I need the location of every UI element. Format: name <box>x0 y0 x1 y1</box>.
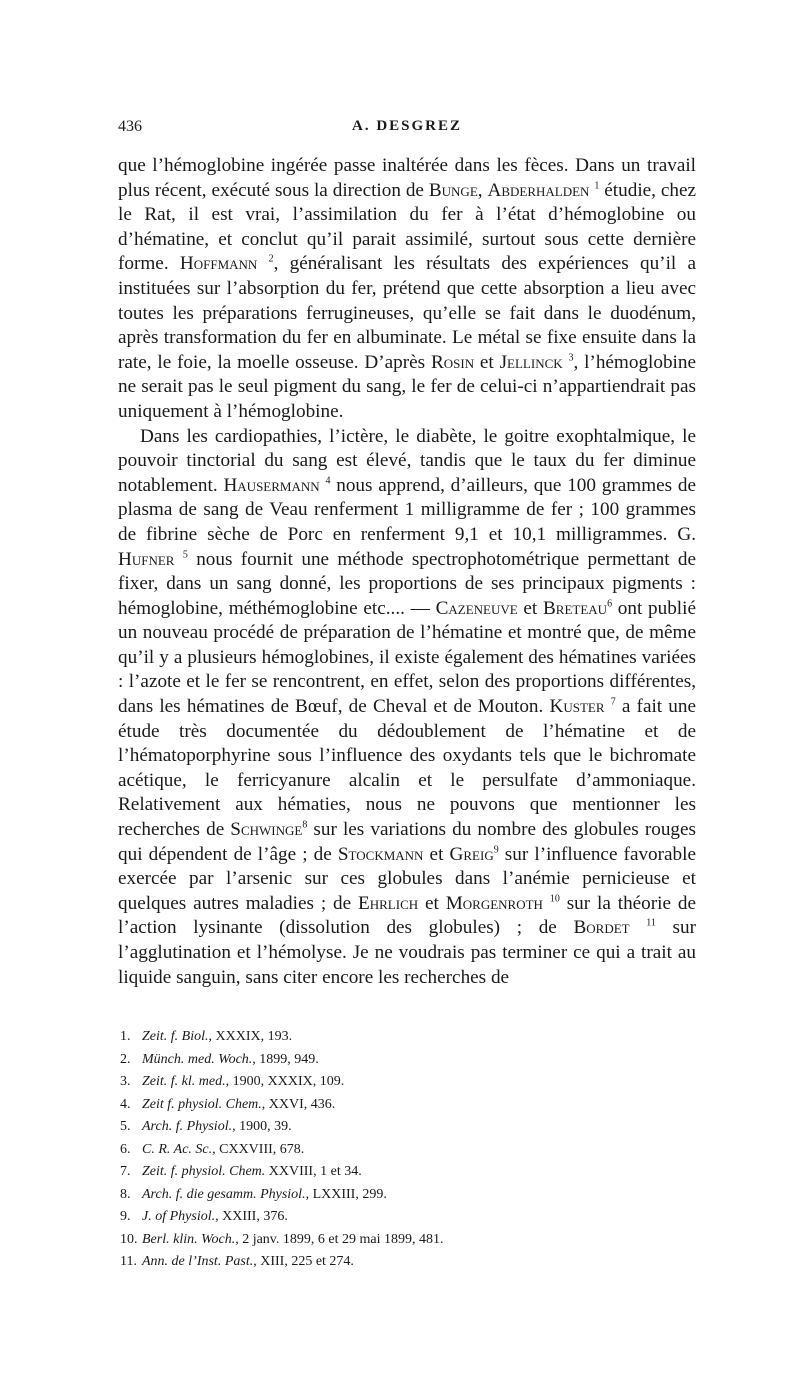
footnote-ref: 9 <box>493 844 499 856</box>
footnote-reference: , 2 janv. 1899, 6 et 29 mai 1899, 481. <box>235 1231 444 1247</box>
footnote-ref: 4 <box>325 475 331 487</box>
footnote-number: 2. <box>120 1051 131 1067</box>
footnote <box>120 1071 696 1094</box>
footnote-text <box>142 1116 292 1139</box>
footnote-ref: 11 <box>646 918 656 930</box>
footnote-reference: , 1899, 949. <box>252 1051 319 1067</box>
text-run: a fait une étude très documentée du dédoublement de l’hématine et de l’hématoporphyrine sous l’influence des oxydants tels que le bichromate acétique, le ferricyanure alcalin et le persulfate d’ammoniaque. Relativement aux hématies, nous ne pouvons que mentionner les recherches de <box>118 696 696 841</box>
footnote-number: 8. <box>120 1186 131 1202</box>
footnote-ref: 10 <box>549 893 560 905</box>
footnote <box>120 1206 696 1229</box>
footnote-journal: Zeit. f. physiol. Chem. <box>142 1164 266 1180</box>
page-content <box>118 118 696 1274</box>
footnote-number: 6. <box>120 1141 131 1157</box>
footnote <box>120 1251 696 1274</box>
footnote-reference: , CXXVIII, 678. <box>212 1141 305 1157</box>
author-name: Greig <box>449 843 494 865</box>
text-run: et <box>423 843 450 865</box>
footnote-ref: 8 <box>302 819 308 831</box>
footnote <box>120 1026 696 1049</box>
author-name: Morgenroth <box>445 892 543 914</box>
footnote-journal: Ann. de l’Inst. Past. <box>142 1254 254 1270</box>
text-run <box>630 917 647 938</box>
body-text <box>118 154 696 990</box>
paragraph <box>118 425 696 991</box>
footnote-text <box>142 1026 292 1049</box>
text-run: sur la théorie de l’action lysinante (dissolution des globules) ; de <box>118 892 696 939</box>
footnote-number: 1. <box>120 1029 131 1045</box>
footnote-reference: , LXXIII, 299. <box>305 1186 387 1202</box>
footnote-number: 4. <box>120 1096 131 1112</box>
author-name: Jellinck <box>499 351 563 373</box>
text-run: , généralisant les résultats des expériences qu’il a instituées sur l’absorption du fer, prétend que cette absorption a lieu avec toutes les préparations ferrugineuses, qu’elle se fait dans le duodénum, après transformation du fer en albuminate. Le métal se fixe ensuite dans la rate, le foie, la moelle osseuse. D’après <box>118 253 696 373</box>
author-name: Hufner <box>118 548 175 570</box>
author-name: Stockmann <box>337 843 424 865</box>
footnotes <box>118 1026 696 1274</box>
text-run: sur l’agglutination et l’hémolyse. Je ne voudrais pas terminer ce qui a trait au liquide sanguin, sans citer encore les recherches de <box>118 917 697 988</box>
footnote <box>120 1229 696 1252</box>
footnote-number: 11. <box>120 1254 137 1270</box>
author-name: Abderhalden <box>487 179 590 201</box>
footnote <box>120 1184 696 1207</box>
text-run: que l’hémoglobine ingérée passe inaltérée dans les fèces. Dans un travail plus récent, exécuté sous la direction de <box>118 155 696 201</box>
footnote-ref: 7 <box>610 696 616 708</box>
footnote-text <box>142 1139 304 1162</box>
text-run: nous fournit une méthode spectrophotométrique permettant de fixer, dans un sang donné, les proportions de ses principaux pigments : hémoglobine, méthémoglobine etc.... — <box>118 548 696 619</box>
text-run: et <box>418 892 446 914</box>
footnote-number: 3. <box>120 1074 131 1090</box>
footnote-ref: 1 <box>594 180 600 192</box>
footnote-number: 7. <box>120 1164 131 1180</box>
text-run: Dans les cardiopathies, l’ictère, le diabète, le goitre exophtalmique, le pouvoir tinctorial du sang est élevé, tandis que le taux du fer diminue notablement. <box>118 425 696 496</box>
author-name: Breteau <box>542 597 608 619</box>
footnote-text <box>142 1229 443 1252</box>
text-run: sur les variations du nombre des globules rouges qui dépendent de l’âge ; de <box>118 819 696 865</box>
page-header <box>118 118 696 144</box>
text-run: nous apprend, d’ailleurs, que 100 grammes de plasma de sang de Veau renferment 1 milligramme de fer ; 100 grammes de fibrine sèche de Porc en renferment 9,1 et 10,1 milligrammes. G. <box>118 474 697 545</box>
author-name: Bordet <box>573 917 630 939</box>
text-run: et <box>517 597 543 619</box>
footnote-number: 9. <box>120 1209 131 1225</box>
running-head: A. DESGREZ <box>351 118 463 134</box>
footnote-journal: J. of Physiol. <box>142 1209 216 1225</box>
footnote-number: 5. <box>120 1119 131 1135</box>
footnote <box>120 1094 696 1117</box>
footnote <box>120 1161 696 1184</box>
footnote-reference: , XIII, 225 et 274. <box>253 1254 354 1270</box>
text-run <box>174 549 182 570</box>
footnote-reference: , XXVI, 436. <box>261 1096 336 1112</box>
text-run <box>257 253 268 274</box>
footnote <box>120 1116 696 1139</box>
footnote-text <box>142 1206 288 1229</box>
footnote-text <box>142 1251 354 1274</box>
paragraph <box>118 154 696 425</box>
footnote-journal: C. R. Ac. Sc. <box>142 1141 213 1157</box>
author-name: Bunge <box>428 179 478 201</box>
text-run <box>543 893 550 914</box>
footnote-number: 10. <box>120 1231 138 1247</box>
footnote <box>120 1139 696 1162</box>
author-name: Hausermann <box>223 474 320 496</box>
footnote-journal: Zeit. f. kl. med. <box>142 1074 226 1090</box>
author-name: Ehrlich <box>358 892 419 914</box>
text-run: et <box>474 351 500 373</box>
footnote-text <box>142 1094 335 1117</box>
footnote-journal: Berl. klin. Woch. <box>142 1231 236 1247</box>
footnote-reference: , 1900, 39. <box>232 1119 292 1135</box>
footnote-journal: Arch. f. Physiol. <box>142 1119 233 1135</box>
footnote-reference: , XXIII, 376. <box>215 1209 288 1225</box>
author-name: Cazeneuve <box>435 597 518 619</box>
author-name: Rosin <box>430 351 475 373</box>
footnote-text <box>142 1161 362 1184</box>
page-number: 436 <box>118 118 142 135</box>
footnote-text <box>142 1049 319 1072</box>
footnote-reference: , XXXIX, 193. <box>208 1029 293 1045</box>
footnote-journal: Arch. f. die gesamm. Physiol. <box>142 1186 306 1202</box>
footnote-journal: Münch. med. Woch. <box>142 1051 253 1067</box>
footnote-ref: 3 <box>568 352 574 364</box>
footnote-journal: Zeit f. physiol. Chem. <box>142 1096 262 1112</box>
footnote-ref: 5 <box>182 549 188 561</box>
footnote-ref: 6 <box>607 598 613 610</box>
footnote-ref: 2 <box>268 253 274 265</box>
text-run: étudie, chez le Rat, il est vrai, l’assimilation du fer à l’état d’hémoglobine ou d’hématine, et conclut qu’il parait assimilé, surtout sous cette dernière forme. <box>118 179 697 275</box>
author-name: Schwinge <box>230 819 303 841</box>
text-run: , l’hémoglobine ne serait pas le seul pigment du sang, le fer de celui-ci n’appartiendrait pas uniquement à l’hémoglobine. <box>118 351 697 422</box>
text-run: , <box>477 179 488 201</box>
footnote-reference: XXVIII, 1 et 34. <box>265 1164 362 1180</box>
author-name: Hoffmann <box>179 253 258 275</box>
footnote-reference: , 1900, XXXIX, 109. <box>225 1074 345 1090</box>
text-run: ont publié un nouveau procédé de préparation de l’hématine et montré que, de même qu’il y a plusieurs hémoglobines, il existe également des hématines variées : l’azote et le fer se rencontrent, en effet, selon des proportions différentes, dans les hématines de Bœuf, de Cheval et de Mouton. <box>118 597 696 718</box>
author-name: Kuster <box>549 696 605 718</box>
footnote-journal: Zeit. f. Biol. <box>142 1029 209 1045</box>
footnote-text <box>142 1071 344 1094</box>
footnote <box>120 1049 696 1072</box>
footnote-text <box>142 1184 387 1207</box>
text-run: sur l’influence favorable exercée par l’arsenic sur ces globules dans l’anémie pernicieuse et quelques autres maladies ; de <box>118 843 697 914</box>
